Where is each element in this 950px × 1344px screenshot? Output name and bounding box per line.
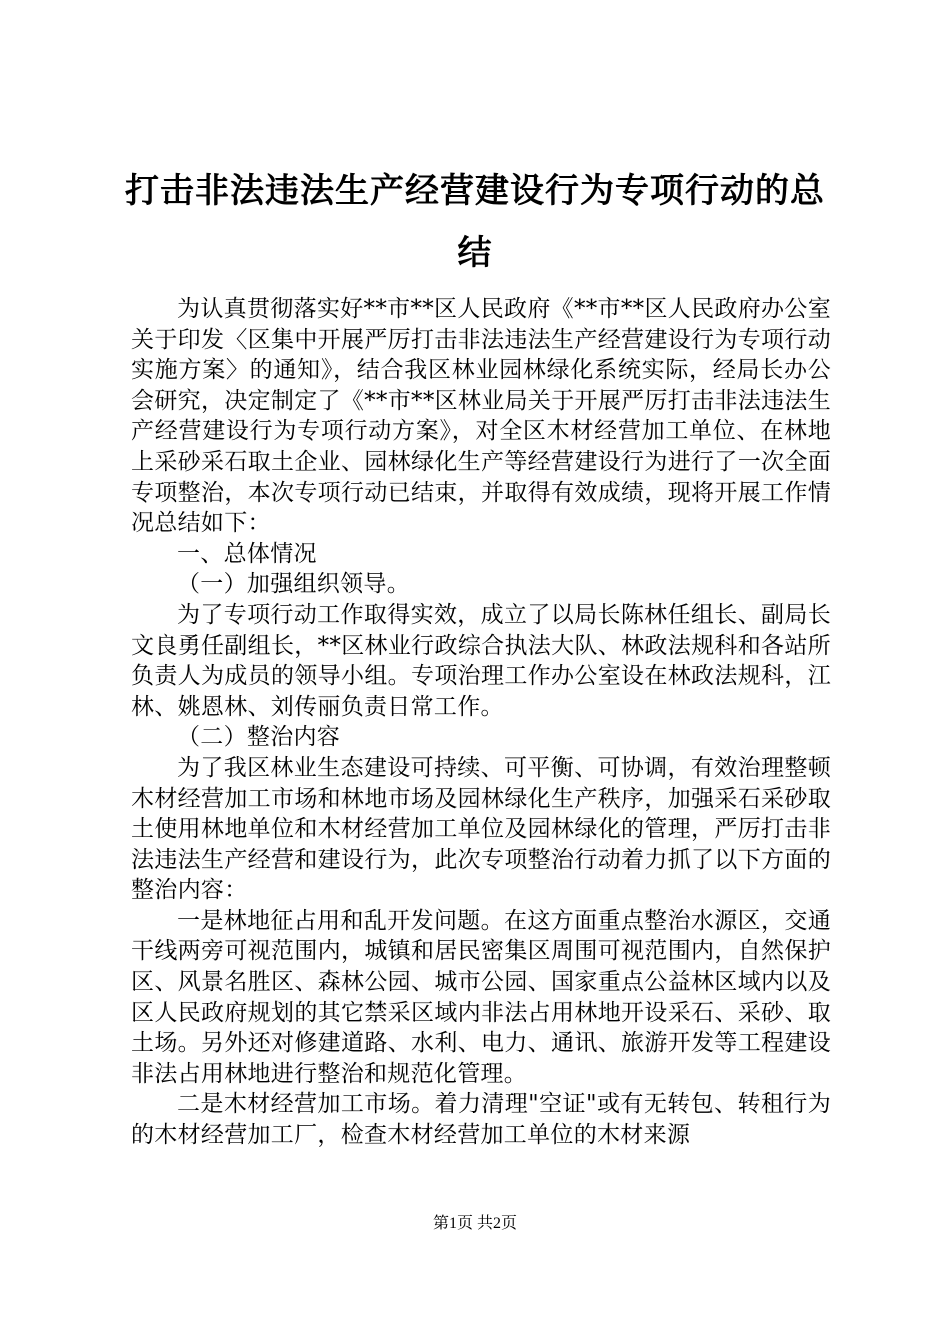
section-heading: 一、总体情况 — [177, 540, 317, 567]
page-footer: 第1页 共2页 — [432, 1215, 517, 1232]
paragraph: 为认真贯彻落实好**市**区人民政府《**市**区人民政府办公室关于印发〈区集中开展严厉打击非法违法生产经营建设行为专项行动实施方案〉的通知》，结合我区林业园林绿化系统实际，经局长办公会研究，决定制定了《**市**区林业局关于开展严厉打击非法违法生产经营建设行为专项行动方案》，对全区木材经营加工单位、在林地上采砂采石取土企业、园林绿化生产等经营建设行为进行了一次全面专项整治，本次专项行动已结束，并取得有效成绩，现将开展工作情况总结如下： — [131, 296, 831, 537]
paragraph: 为了我区林业生态建设可持续、可平衡、可协调，有效治理整顿木材经营加工市场和林地市场及园林绿化生产秩序，加强采石采砂取土使用林地单位和木材经营加工单位及园林绿化的管理，严厉打击非法违法生产经营和建设行为，此次专项整治行动着力抓了以下方面的整治内容： — [131, 754, 831, 904]
paragraph: 一是林地征占用和乱开发问题。在这方面重点整治水源区，交通干线两旁可视范围内，城镇和居民密集区周围可视范围内，自然保护区、风景名胜区、森林公园、城市公园、国家重点公益林区域内以及区人民政府规划的其它禁采区域内非法占用林地开设采石、采砂、取土场。另外还对修建道路、水利、电力、通讯、旅游开发等工程建设非法占用林地进行整治和规范化管理。 — [131, 907, 831, 1087]
document-title: 打击非法违法生产经营建设行为专项行动的总结 — [125, 171, 825, 273]
paragraph: 为了专项行动工作取得实效，成立了以局长陈林任组长、副局长文良勇任副组长，**区林业行政综合执法大队、林政法规科和各站所负责人为成员的领导小组。专项治理工作办公室设在林政法规科，江林、姚恩林、刘传丽负责日常工作。 — [131, 601, 831, 720]
paragraph: 二是木材经营加工市场。着力清理"空证"或有无转包、转租行为的木材经营加工厂，检查木材经营加工单位的木材来源 — [131, 1091, 831, 1149]
subsection-heading: （一）加强组织领导。 — [177, 571, 410, 598]
document-body — [131, 294, 831, 1151]
subsection-heading: （二）整治内容 — [177, 724, 341, 751]
